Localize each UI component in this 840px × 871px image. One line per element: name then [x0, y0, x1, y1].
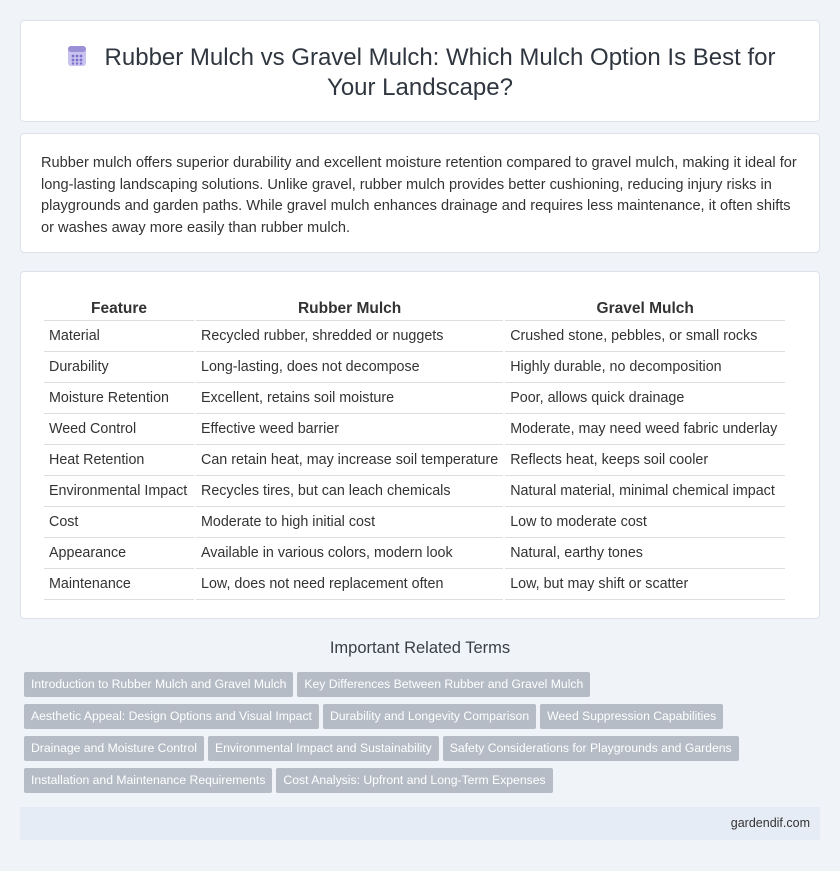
tag-row	[24, 736, 824, 768]
feature-cell: Moisture Retention	[44, 383, 194, 414]
footer	[20, 807, 820, 840]
rubber-cell: Recycled rubber, shredded or nuggets	[196, 321, 503, 352]
feature-cell: Weed Control	[44, 414, 194, 445]
table-row	[44, 352, 785, 383]
gravel-cell: Low, but may shift or scatter	[505, 569, 785, 600]
feature-cell: Maintenance	[44, 569, 194, 600]
intro-paragraph: Rubber mulch offers superior durability and excellent moisture retention compared to gravel mulch, making it ideal for long-lasting landscaping solutions. Unlike gravel, rubber mulch provides better cushioning, reducing injury risks in playgrounds and garden paths. While gravel mulch enhances drainage and requires less maintenance, it often shifts or washes away more easily than rubber mulch.	[41, 155, 797, 236]
gravel-cell: Low to moderate cost	[505, 507, 785, 538]
page-title	[21, 43, 819, 103]
table-row	[44, 445, 785, 476]
feature-cell: Heat Retention	[44, 445, 194, 476]
table-row	[44, 383, 785, 414]
table-row	[44, 414, 785, 445]
footer-site-link[interactable]: gardendif.com	[730, 816, 810, 830]
comparison-table-card	[20, 271, 820, 619]
feature-cell: Material	[44, 321, 194, 352]
gravel-cell: Natural, earthy tones	[505, 538, 785, 569]
gravel-cell: Crushed stone, pebbles, or small rocks	[505, 321, 785, 352]
title-card	[20, 20, 820, 122]
page-title-text: Rubber Mulch vs Gravel Mulch: Which Mulch Option Is Best for Your Landscape?	[104, 44, 776, 101]
related-terms-list	[24, 672, 824, 800]
rubber-cell: Recycles tires, but can leach chemicals	[196, 476, 503, 507]
tag-row	[24, 672, 824, 704]
feature-cell: Environmental Impact	[44, 476, 194, 507]
feature-cell: Appearance	[44, 538, 194, 569]
feature-cell: Durability	[44, 352, 194, 383]
header-gravel-mulch: Gravel Mulch	[505, 294, 785, 321]
comparison-table	[42, 294, 787, 600]
feature-cell: Cost	[44, 507, 194, 538]
table-row	[44, 507, 785, 538]
table-header-row	[44, 294, 785, 321]
gravel-cell: Natural material, minimal chemical impact	[505, 476, 785, 507]
intro-card	[20, 133, 820, 253]
related-term-tag[interactable]: Weed Suppression Capabilities	[540, 704, 723, 729]
gravel-cell: Poor, allows quick drainage	[505, 383, 785, 414]
table-row	[44, 569, 785, 600]
rubber-cell: Excellent, retains soil moisture	[196, 383, 503, 414]
related-term-tag[interactable]: Durability and Longevity Comparison	[323, 704, 536, 729]
rubber-cell: Can retain heat, may increase soil temperature	[196, 445, 503, 476]
gravel-cell: Highly durable, no decomposition	[505, 352, 785, 383]
table-row	[44, 476, 785, 507]
related-term-tag[interactable]: Drainage and Moisture Control	[24, 736, 204, 761]
gravel-cell: Moderate, may need weed fabric underlay	[505, 414, 785, 445]
rubber-cell: Moderate to high initial cost	[196, 507, 503, 538]
related-term-tag[interactable]: Aesthetic Appeal: Design Options and Visual Impact	[24, 704, 319, 729]
rubber-cell: Available in various colors, modern look	[196, 538, 503, 569]
header-feature: Feature	[44, 294, 194, 321]
gravel-cell: Reflects heat, keeps soil cooler	[505, 445, 785, 476]
related-term-tag[interactable]: Key Differences Between Rubber and Gravel Mulch	[297, 672, 590, 697]
related-term-tag[interactable]: Introduction to Rubber Mulch and Gravel Mulch	[24, 672, 293, 697]
rubber-cell: Long-lasting, does not decompose	[196, 352, 503, 383]
related-term-tag[interactable]: Installation and Maintenance Requirements	[24, 768, 272, 793]
rubber-cell: Effective weed barrier	[196, 414, 503, 445]
table-row	[44, 538, 785, 569]
related-term-tag[interactable]: Environmental Impact and Sustainability	[208, 736, 439, 761]
header-rubber-mulch: Rubber Mulch	[196, 294, 503, 321]
related-term-tag[interactable]: Cost Analysis: Upfront and Long-Term Expenses	[276, 768, 552, 793]
table-row	[44, 321, 785, 352]
tag-row	[24, 768, 824, 800]
tag-row	[24, 704, 824, 736]
related-terms-title: Important Related Terms	[329, 639, 511, 657]
related-term-tag[interactable]: Safety Considerations for Playgrounds and Gardens	[443, 736, 739, 761]
grid-calculator-icon	[65, 44, 89, 68]
rubber-cell: Low, does not need replacement often	[196, 569, 503, 600]
